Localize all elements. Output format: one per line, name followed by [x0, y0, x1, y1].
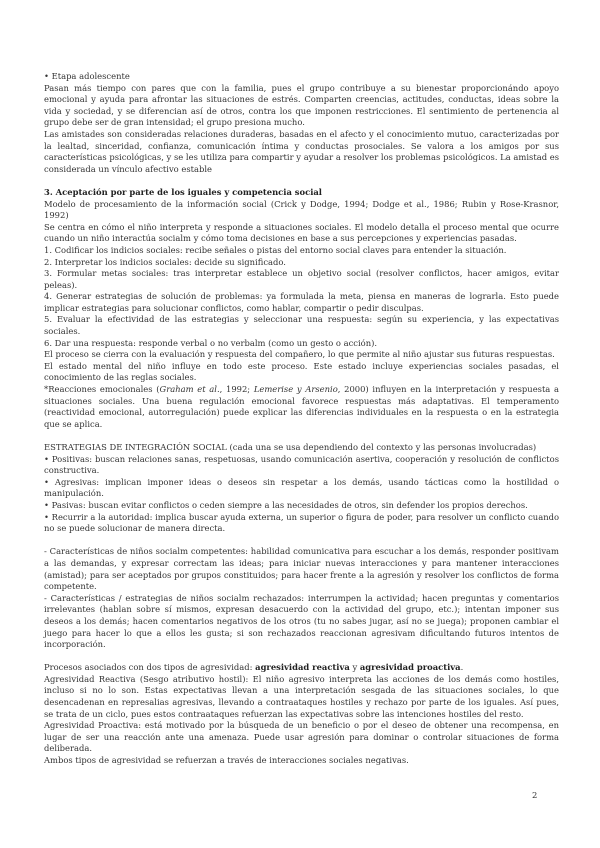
list-item: 5. Evaluar la efectividad de las estrategias y seleccionar una respuesta: según su experiencia, y las expectativas sociales.	[44, 314, 559, 337]
list-item: • Positivas: buscan relaciones sanas, respetuosas, usando comunicación asertiva, cooperación y resolución de conflictos constructiva.	[44, 453, 559, 476]
paragraph: - Características / estrategias de niños socialm rechazados: interrumpen la actividad; hacen preguntas y comentarios irrelevantes (hablan sobre sí mismos, expresan desacuerdo con la actividad del grupo, etc.); intentan imponer sus deseos a los demás; hacen comentarios negativos de los otros (tu no sabes jugar, así no se juega); proponen cambiar el juego para hacer lo que a ellos les gusta; si son rechazados reaccionan agresivam dificultando futuros intentos de incorporación.	[44, 592, 559, 650]
bold-term: agresividad proactiva	[359, 662, 461, 673]
paragraph: Ambos tipos de agresividad se refuerzan a través de interacciones sociales negativas.	[44, 755, 409, 766]
spacer	[44, 430, 559, 442]
text-run: , 2000) influyen en la interpretación y respuesta a situaciones sociales. Una buena regulación emocional favorece respuestas más adaptativas. El temperamento (reactividad emocional, autorregulación) puede explicar las diferencias individuales en la respuesta o en la estrategia que se aplica.	[44, 384, 559, 429]
paragraph: El proceso se cierra con la evaluación y respuesta del compañero, lo que permite al niño ajustar sus futuras respuestas.	[44, 349, 555, 360]
paragraph: Agresividad Reactiva (Sesgo atributivo hostil): El niño agresivo interpreta las acciones de los demás como hostiles, incluso si no lo son. Estas expectativas llevan a una interpretación sesgada de las situaciones sociales, lo que desencadenan en represalias agresivas, llevando a contraataques hostiles y rechazo por parte de los iguales. Así pues, se trata de un ciclo, pues estos contraataques refuerzan las expectativas sobre las intenciones hostiles del resto.	[44, 673, 559, 719]
text-run: *Reacciones emocionales (	[44, 384, 160, 395]
text-run: Procesos asociados con dos tipos de agresividad:	[44, 662, 256, 673]
citation: Graham et al.	[159, 384, 220, 395]
bold-term: agresividad reactiva	[255, 662, 350, 673]
list-item: • Pasivas: buscan evitar conflictos o ceden siempre a las necesidades de otros, sin defender los propios derechos.	[44, 499, 528, 510]
list-item: • Agresivas: implican imponer ideas o deseos sin respetar a los demás, usando tácticas como la hostilidad o manipulación.	[44, 476, 559, 499]
paragraph: - Características de niños socialm competentes: habilidad comunicativa para escuchar a los demás, responder positivam a las demandas, y expresar correctam las ideas; para iniciar nuevas interacciones y para mantener interacciones (amistad); para ser aceptados por grupos constituidos; para hacer frente a la agresión y resolver los conflictos de forma competente.	[44, 546, 559, 592]
list-item: • Recurrir a la autoridad: implica buscar ayuda externa, un superior o figura de poder, para resolver un conflicto cuando no se puede solucionar de manera directa.	[44, 511, 559, 534]
aggression-intro	[44, 662, 559, 674]
text-run: , 1992;	[219, 384, 254, 395]
paragraph: Se centra en cómo el niño interpreta y responde a situaciones sociales. El modelo detalla el proceso mental que ocurre cuando un niño interactúa socialm y cómo toma decisiones en base a sus percepciones y experiencias pasadas.	[44, 221, 559, 244]
section-heading	[44, 187, 559, 199]
paragraph: Pasan más tiempo con pares que con la familia, pues el grupo contribuye a su bienestar proporcionándo apoyo emocional y ayuda para afrontar las situaciones de estrés. Comparten creencias, actitudes, conductas, ideas sobre la vida y sociedad, y se diferencian así de otros, contra los que imponen restricciones. El sentimiento de pertenencia al grupo debe ser de gran intensidad; el grupo presiona mucho.	[44, 82, 559, 128]
spacer	[44, 651, 559, 663]
page-number: 2	[532, 790, 538, 800]
list-item: 3. Formular metas sociales: tras interpretar establece un objetivo social (resolver conflictos, hacer amigos, evitar peleas).	[44, 268, 559, 290]
strategies-heading: ESTRATEGIAS DE INTEGRACIÓN SOCIAL (cada una se usa dependiendo del contexto y las personas involucradas)	[44, 442, 537, 452]
section-title-adolescent: • Etapa adolescente	[44, 71, 130, 81]
list-item: 6. Dar una respuesta: responde verbal o no verbalm (como un gesto o acción).	[44, 337, 378, 348]
paragraph: Agresividad Proactiva: está motivado por la búsqueda de un beneficio o por el deseo de obtener una recompensa, en lugar de ser una reacción ante una amenaza. Puede usar agresión para dominar o controlar situaciones de forma deliberada.	[44, 720, 559, 754]
citation: Lemerise y Arsenio	[253, 384, 338, 395]
section-heading-text: 3. Aceptación por parte de los iguales y competencia social	[44, 186, 322, 197]
list-item: 2. Interpretar los indicios sociales: decide su significado.	[44, 256, 286, 267]
text-run: y	[349, 662, 360, 673]
paragraph-emotions	[44, 384, 559, 430]
spacer	[44, 175, 559, 187]
page-content	[44, 71, 559, 767]
spacer	[44, 535, 559, 547]
model-reference: Modelo de procesamiento de la información social (Crick y Dodge, 1994; Dodge et al., 1986; Rubin y Rose-Krasnor, 1992)	[44, 198, 559, 221]
list-item: 4. Generar estrategias de solución de problemas: ya formulada la meta, piensa en maneras de lograrla. Esto puede implicar estrategias para solucionar conflictos, como hablar, compartir o pedir disculpas.	[44, 291, 559, 313]
list-item: 1. Codificar los indicios sociales: recibe señales o pistas del entorno social claves para entender la situación.	[44, 244, 507, 255]
paragraph: El estado mental del niño influye en todo este proceso. Este estado incluye experiencias sociales pasadas, el conocimiento de las reglas sociales.	[44, 360, 559, 383]
text-run: .	[460, 662, 464, 673]
paragraph: Las amistades son consideradas relaciones duraderas, basadas en el afecto y el conocimiento mutuo, caracterizadas por la lealtad, sinceridad, confianza, comunicación íntima y conductas prosociales. Se valora a los amigos por sus características psicológicas, y se les utiliza para compartir y ayudar a resolver los problemas psicológicos. La amistad es considerada un vínculo afectivo estable	[44, 128, 559, 174]
